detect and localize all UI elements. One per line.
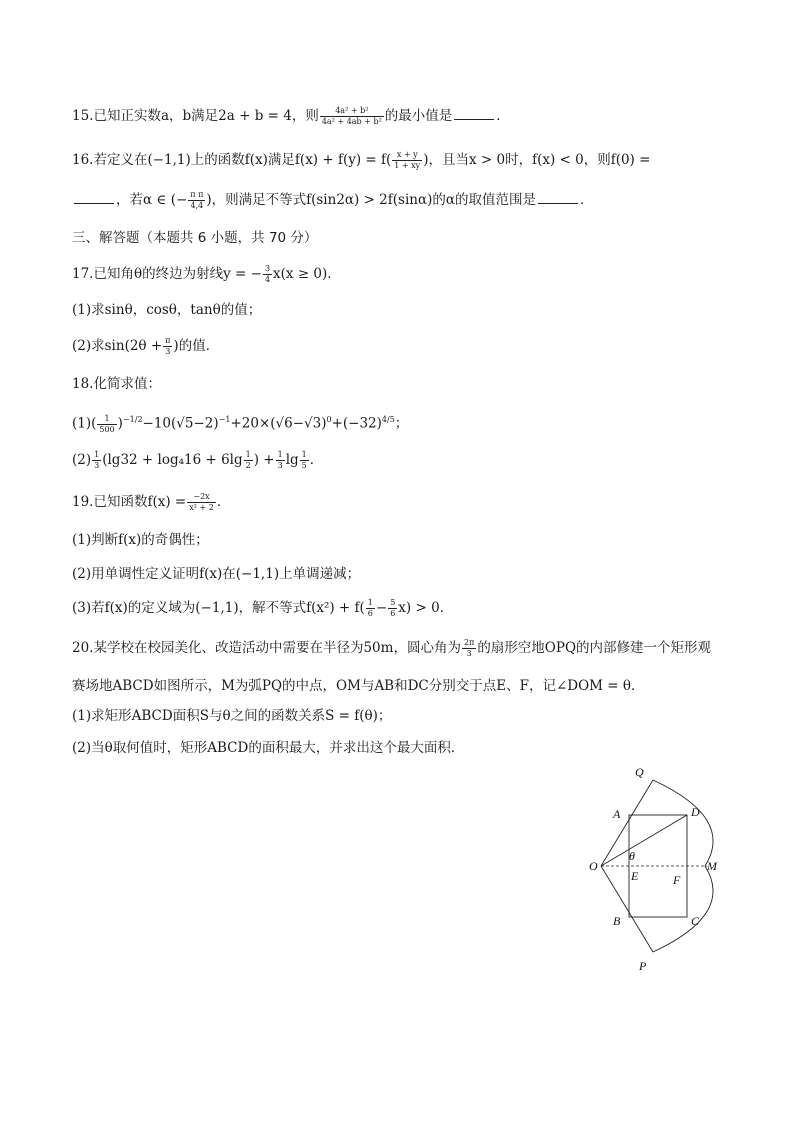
q20-fraction: $\frac{2\pi}{3}$ bbox=[463, 638, 475, 658]
q18-fraction-3: $\frac{1}{2}$ bbox=[245, 450, 251, 470]
q19-fraction-3: $\frac{5}{6}$ bbox=[390, 598, 396, 618]
answer-blank bbox=[454, 106, 494, 120]
q16-fraction-2: $\frac{\text{π π}}{4,4}$ bbox=[190, 190, 204, 210]
question-15: 15.已知正实数a，b满足2a + b = 4，则 $\frac{\text{4a² + b²}}{\text{4a² + 4ab + b²}}$ 的最小值是 ． bbox=[72, 106, 510, 126]
sector-rectangle-figure bbox=[585, 758, 735, 980]
label-o: O bbox=[589, 859, 598, 873]
question-17-part2: (2)求sin(2θ + $\frac{\pi}{3}$ )的值． bbox=[72, 336, 220, 356]
label-e: E bbox=[631, 869, 639, 883]
label-f: F bbox=[673, 873, 681, 887]
question-18-part1: (1)( $\frac{1}{500}$ )$^{-1/2}-10(√5-2)^{-1}+20\times(√6-√3)^0+(-32)^{4/5}$； bbox=[72, 413, 409, 434]
question-17-title: 17.已知角θ的终边为射线y = − $\frac{3}{4}$ x(x ≥ 0)． bbox=[72, 264, 341, 284]
label-c: C bbox=[691, 914, 700, 928]
question-19-part3: (3)若f(x)的定义域为(−1,1)，解不等式f(x²) + f( $\frac{1}{6}$ − $\frac{5}{6}$ x) > 0． bbox=[72, 598, 454, 618]
question-18-part2: (2) $\frac{1}{3}$ (lg32 + log₄16 + 6lg $\frac{1}{2}$ ) + $\frac{1}{3}$ lg $\frac{1}{5}$ ． bbox=[72, 450, 324, 470]
question-19-part1: (1)判断f(x)的奇偶性； bbox=[72, 532, 209, 548]
question-20-line1: 20.某学校在校园美化、改造活动中需要在半径为50m，圆心角为 $\frac{2\pi}{3}$ 的扇形空地OPQ的内部修建一个矩形观 bbox=[72, 638, 712, 658]
label-q: Q bbox=[635, 765, 644, 779]
label-a: A bbox=[613, 807, 621, 821]
segment-od bbox=[601, 815, 687, 866]
radius-oq bbox=[601, 780, 653, 866]
label-p: P bbox=[639, 959, 647, 973]
question-20-line2: 赛场地ABCD如图所示，M为弧PQ的中点，OM与AB和DC分别交于点E、F，记∠DOM = θ． bbox=[72, 678, 645, 694]
label-b: B bbox=[613, 914, 621, 928]
label-theta: θ bbox=[629, 849, 635, 863]
question-20-part2: (2)当θ取何值时，矩形ABCD的面积最大，并求出这个最大面积． bbox=[72, 740, 465, 756]
q18-fraction-2: $\frac{1}{3}$ bbox=[94, 450, 100, 470]
q16-fraction: $\frac{x + y}{1 + xy}$ bbox=[394, 150, 421, 170]
q18-fraction-4: $\frac{1}{3}$ bbox=[277, 450, 283, 470]
answer-blank bbox=[74, 190, 114, 204]
q19-fraction-2: $\frac{1}{6}$ bbox=[367, 598, 373, 618]
question-16-line2: ，若α ∈ (− $\frac{\text{π π}}{4,4}$ )，则满足不等式f(sin2α) > 2f(sinα)的α的取值范围是 ． bbox=[72, 190, 734, 211]
question-20-part1: (1)求矩形ABCD面积S与θ之间的函数关系S = f(θ)； bbox=[72, 708, 392, 724]
label-m: M bbox=[707, 859, 717, 873]
label-d: D bbox=[691, 805, 700, 819]
q17-fraction: $\frac{3}{4}$ bbox=[264, 264, 271, 284]
q18-fraction-1: $\frac{1}{500}$ bbox=[99, 413, 115, 434]
question-17-part1: (1)求sinθ，cosθ，tanθ的值； bbox=[72, 302, 262, 318]
q18-fraction-5: $\frac{1}{5}$ bbox=[301, 450, 307, 470]
question-16-line1: 16.若定义在(−1,1)上的函数f(x)满足f(x) + f(y) = f( $\frac{x + y}{1 + xy}$ )，且当x > 0时，f(x) < 0，则f(0) = bbox=[72, 150, 651, 170]
question-19-title: 19.已知函数f(x) = $\frac{-2x}{\text{x² + 2}}$ ． bbox=[72, 492, 231, 512]
question-19-part2: (2)用单调性定义证明f(x)在(−1,1)上单调递减； bbox=[72, 566, 361, 582]
question-18-title: 18.化简求值： bbox=[72, 376, 161, 392]
section-heading: 三、解答题（本题共 6 小题，共 70 分） bbox=[72, 230, 318, 246]
radius-op bbox=[601, 866, 653, 952]
q17-part2-fraction: $\frac{\pi}{3}$ bbox=[165, 336, 171, 356]
q19-fraction: $\frac{-2x}{\text{x² + 2}}$ bbox=[189, 492, 214, 512]
q15-fraction: $\frac{\text{4a² + b²}}{\text{4a² + 4ab + b²}}$ bbox=[321, 106, 382, 126]
answer-blank bbox=[538, 190, 578, 204]
